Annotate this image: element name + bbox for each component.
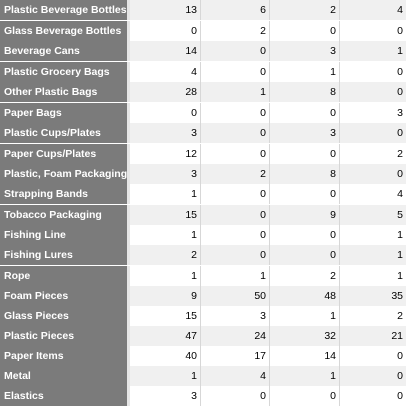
table-cell: 0 <box>397 25 403 37</box>
table-cell: 1 <box>130 266 201 286</box>
table-cell: 2 <box>270 0 340 20</box>
table-cell: 0 <box>397 66 403 78</box>
table-cell: 35 <box>391 290 403 302</box>
table-cell: 0 <box>130 21 201 41</box>
table-cell: 0 <box>201 144 270 164</box>
table-cell: 1 <box>201 266 270 286</box>
table-cell: 4 <box>397 4 403 16</box>
table-cell: 3 <box>130 386 201 406</box>
table-cell: 1 <box>130 184 201 204</box>
table-row <box>0 103 406 123</box>
table-row <box>0 286 406 306</box>
table-cell: 15 <box>130 205 201 225</box>
table-row <box>0 386 406 406</box>
table-cell: 12 <box>130 144 201 164</box>
table-cell: 3 <box>397 107 403 119</box>
table-cell: 1 <box>397 45 403 57</box>
table-cell: 14 <box>130 41 201 61</box>
table-cell: 0 <box>201 205 270 225</box>
row-label: Plastic, Foam Packaging <box>0 164 127 184</box>
table-cell: 3 <box>201 306 270 326</box>
table-cell: 2 <box>397 148 403 160</box>
table-cell: 3 <box>270 41 340 61</box>
table-row <box>0 366 406 386</box>
table-cell: 1 <box>270 306 340 326</box>
table-cell: 1 <box>201 82 270 102</box>
table-cell: 0 <box>130 103 201 123</box>
table-cell: 2 <box>270 266 340 286</box>
table-cell: 3 <box>130 164 201 184</box>
row-label: Plastic Pieces <box>0 326 127 346</box>
table-row <box>0 205 406 225</box>
table-cell: 1 <box>397 229 403 241</box>
table-row <box>0 21 406 41</box>
table-cell: 2 <box>201 21 270 41</box>
table-cell: 0 <box>270 386 340 406</box>
table-row <box>0 346 406 366</box>
table-cell: 40 <box>130 346 201 366</box>
table-cell: 0 <box>397 390 403 402</box>
table-row <box>0 62 406 82</box>
row-label: Fishing Lures <box>0 245 127 265</box>
table-cell: 1 <box>130 366 201 386</box>
row-label: Strapping Bands <box>0 184 127 204</box>
table-row <box>0 123 406 143</box>
table-row <box>0 0 406 20</box>
table-cell: 2 <box>397 310 403 322</box>
table-cell: 0 <box>397 350 403 362</box>
table-row <box>0 164 406 184</box>
table-cell: 9 <box>270 205 340 225</box>
table-cell: 0 <box>201 184 270 204</box>
table-row <box>0 184 406 204</box>
table-cell: 1 <box>270 62 340 82</box>
table-cell: 14 <box>270 346 340 366</box>
row-label: Glass Pieces <box>0 306 127 326</box>
table-cell: 0 <box>270 225 340 245</box>
row-label: Glass Beverage Bottles <box>0 21 127 41</box>
table-row <box>0 82 406 102</box>
table-cell: 13 <box>130 0 201 20</box>
row-label: Tobacco Packaging <box>0 205 127 225</box>
table-row <box>0 326 406 346</box>
table-row <box>0 245 406 265</box>
table-cell: 0 <box>397 127 403 139</box>
table-cell: 1 <box>130 225 201 245</box>
table-cell: 1 <box>397 270 403 282</box>
table-row <box>0 306 406 326</box>
table-cell: 1 <box>397 249 403 261</box>
table-cell: 4 <box>397 188 403 200</box>
table-cell: 17 <box>201 346 270 366</box>
table-cell: 0 <box>397 370 403 382</box>
table-cell: 1 <box>270 366 340 386</box>
table-cell: 0 <box>270 144 340 164</box>
row-label: Beverage Cans <box>0 41 127 61</box>
table-cell: 2 <box>130 245 201 265</box>
row-label: Other Plastic Bags <box>0 82 127 102</box>
table-cell: 0 <box>270 21 340 41</box>
table-cell: 0 <box>270 103 340 123</box>
table-cell: 0 <box>201 245 270 265</box>
table-cell: 8 <box>270 164 340 184</box>
row-label: Paper Bags <box>0 103 127 123</box>
table-row <box>0 266 406 286</box>
table-cell: 3 <box>130 123 201 143</box>
table-cell: 2 <box>201 164 270 184</box>
table-row <box>0 41 406 61</box>
row-label: Foam Pieces <box>0 286 127 306</box>
row-label: Rope <box>0 266 127 286</box>
table-cell: 0 <box>270 245 340 265</box>
table-cell: 48 <box>270 286 340 306</box>
row-label: Paper Items <box>0 346 127 366</box>
row-label: Paper Cups/Plates <box>0 144 127 164</box>
table-cell: 3 <box>270 123 340 143</box>
table-cell: 9 <box>130 286 201 306</box>
row-label: Fishing Line <box>0 225 127 245</box>
table-cell: 4 <box>201 366 270 386</box>
table-cell: 28 <box>130 82 201 102</box>
row-label: Plastic Beverage Bottles <box>0 0 127 20</box>
table-cell: 8 <box>270 82 340 102</box>
table-cell: 0 <box>201 123 270 143</box>
table-cell: 0 <box>270 184 340 204</box>
table-cell: 0 <box>201 225 270 245</box>
row-label: Plastic Grocery Bags <box>0 62 127 82</box>
table-cell: 0 <box>397 86 403 98</box>
table-cell: 0 <box>201 386 270 406</box>
table-row <box>0 225 406 245</box>
table-cell: 21 <box>391 330 403 342</box>
table-cell: 4 <box>130 62 201 82</box>
row-label: Metal <box>0 366 127 386</box>
row-label: Elastics <box>0 386 127 406</box>
table-cell: 6 <box>201 0 270 20</box>
table-cell: 50 <box>201 286 270 306</box>
table-cell: 32 <box>270 326 340 346</box>
table-cell: 0 <box>201 62 270 82</box>
table-cell: 24 <box>201 326 270 346</box>
table-cell: 0 <box>201 41 270 61</box>
table-cell: 15 <box>130 306 201 326</box>
row-label: Plastic Cups/Plates <box>0 123 127 143</box>
table-row <box>0 144 406 164</box>
table-cell: 0 <box>201 103 270 123</box>
table-cell: 0 <box>397 168 403 180</box>
table-cell: 47 <box>130 326 201 346</box>
table-cell: 5 <box>397 209 403 221</box>
